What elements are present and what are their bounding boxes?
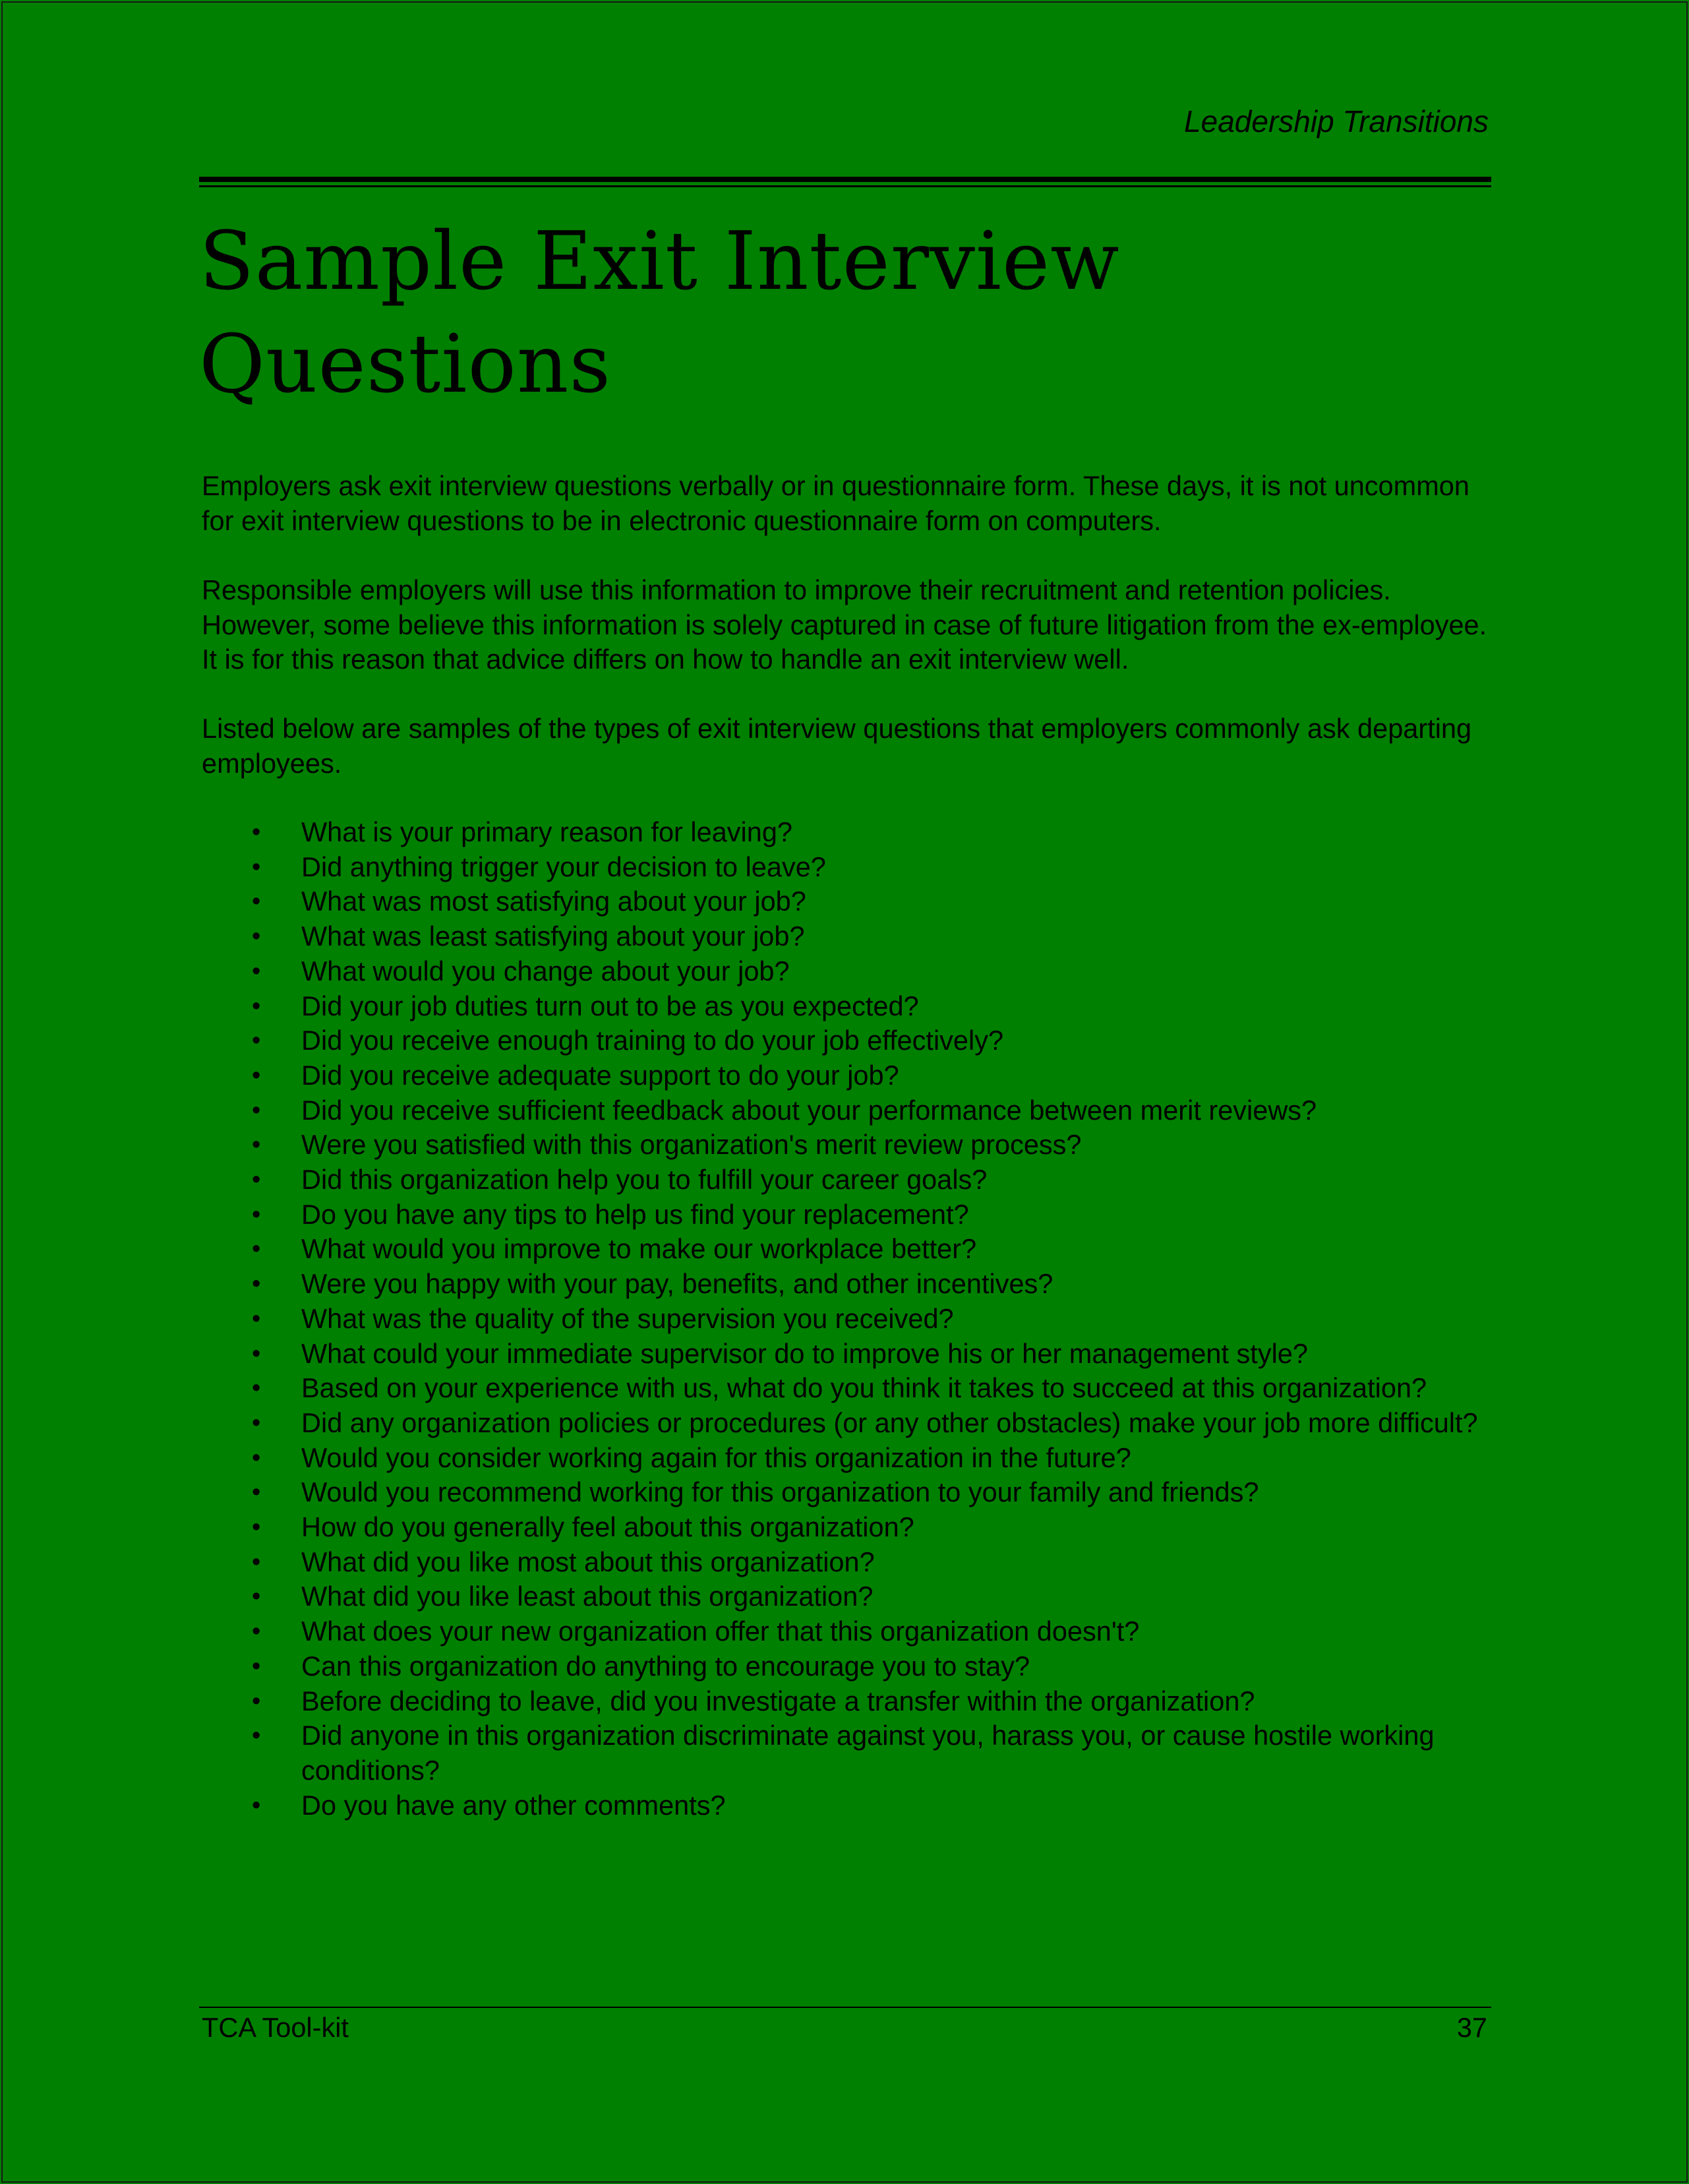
header-rule-thin: [199, 185, 1491, 187]
bullet-icon: •: [252, 888, 261, 916]
question-text: Did you receive adequate support to do your job?: [301, 1059, 899, 1091]
bullet-icon: •: [252, 1200, 261, 1228]
question-text: Do you have any other comments?: [301, 1789, 726, 1821]
question-item: [202, 1718, 1494, 1788]
question-list: [202, 815, 1494, 1823]
bullet-icon: •: [252, 1443, 261, 1472]
question-item: [202, 1441, 1494, 1476]
question-item: [202, 1163, 1494, 1198]
question-text: What was least satisfying about your job?: [301, 921, 805, 952]
page-number: 37: [1456, 2012, 1487, 2043]
question-text: What could your immediate supervisor do to improve his or her management style?: [301, 1337, 1308, 1369]
bullet-icon: •: [252, 1722, 261, 1750]
question-text: Would you consider working again for this organization in the future?: [301, 1441, 1131, 1473]
bullet-icon: •: [252, 1339, 261, 1368]
bullet-icon: •: [252, 853, 261, 881]
question-item: [202, 1058, 1494, 1093]
question-item: [202, 1475, 1494, 1510]
question-text: Did anything trigger your decision to leave?: [301, 851, 826, 882]
bullet-icon: •: [252, 1652, 261, 1680]
question-item: [202, 1579, 1494, 1614]
page-title-line-1: Sample Exit Interview: [199, 214, 1120, 308]
question-text: Did this organization help you to fulfill your career goals?: [301, 1164, 988, 1196]
question-text: What is your primary reason for leaving?: [301, 816, 792, 847]
question-item: [202, 1614, 1494, 1649]
bullet-icon: •: [252, 1304, 261, 1333]
question-item: [202, 1406, 1494, 1441]
question-item: [202, 1510, 1494, 1545]
question-text: What would you change about your job?: [301, 955, 790, 986]
bullet-icon: •: [252, 1027, 261, 1055]
page-title: [199, 210, 1491, 415]
intro-paragraph: Employers ask exit interview questions verbally or in questionnaire form. These days, it is not uncommon for exit interview questions to be in electronic questionnaire form on computers.: [202, 470, 1469, 536]
bullet-icon: •: [252, 1478, 261, 1507]
footer-rule: [199, 2007, 1491, 2008]
question-text: Can this organization do anything to encourage you to stay?: [301, 1650, 1030, 1682]
bullet-icon: •: [252, 1583, 261, 1611]
bullet-icon: •: [252, 1409, 261, 1437]
question-text: What did you like least about this organization?: [301, 1581, 874, 1612]
bullet-icon: •: [252, 1513, 261, 1542]
bullet-icon: •: [252, 1096, 261, 1124]
question-text: Before deciding to leave, did you investigate a transfer within the organization?: [301, 1685, 1255, 1716]
question-item: [202, 815, 1494, 850]
question-item: [202, 1093, 1494, 1128]
bullet-icon: •: [252, 1618, 261, 1646]
bullet-icon: •: [252, 1235, 261, 1263]
bullet-icon: •: [252, 957, 261, 985]
question-item: [202, 989, 1494, 1024]
question-item: [202, 1302, 1494, 1337]
page-title-line-2: Questions: [199, 317, 612, 411]
bullet-icon: •: [252, 1548, 261, 1576]
question-text: What does your new organization offer that this organization doesn't?: [301, 1616, 1140, 1647]
bullet-icon: •: [252, 1791, 261, 1819]
question-text: Did you receive enough training to do your job effectively?: [301, 1025, 1004, 1056]
header-rule-thick: [199, 177, 1491, 182]
question-text: Were you satisfied with this organization's merit review process?: [301, 1129, 1082, 1161]
question-item: [202, 1128, 1494, 1163]
question-text: How do you generally feel about this organization?: [301, 1511, 914, 1543]
question-item: [202, 1649, 1494, 1684]
question-text: Did any organization policies or procedures (or any other obstacles) make your job more difficult?: [301, 1407, 1478, 1438]
bullet-icon: •: [252, 1374, 261, 1403]
bullet-icon: •: [252, 1687, 261, 1715]
question-text: Did your job duties turn out to be as you expected?: [301, 990, 919, 1021]
question-item: [202, 1684, 1494, 1719]
bullet-icon: •: [252, 1270, 261, 1298]
question-text: Based on your experience with us, what do you think it takes to succeed at this organization?: [301, 1372, 1427, 1404]
bullet-icon: •: [252, 818, 261, 846]
question-item: [202, 1788, 1494, 1823]
question-text: Were you happy with your pay, benefits, and other incentives?: [301, 1268, 1053, 1300]
question-text: Do you have any tips to help us find your replacement?: [301, 1198, 969, 1230]
list-intro-paragraph: Listed below are samples of the types of exit interview questions that employers commonly ask departing employees.: [202, 713, 1472, 779]
question-item: [202, 1371, 1494, 1406]
question-item: [202, 1337, 1494, 1372]
question-text: Did anyone in this organization discriminate against you, harass you, or cause hostile working conditions?: [301, 1720, 1435, 1786]
bullet-icon: •: [252, 1166, 261, 1194]
footer-doc-title: TCA Tool-kit: [202, 2012, 349, 2043]
question-item: [202, 850, 1494, 885]
question-text: Did you receive sufficient feedback about your performance between merit reviews?: [301, 1094, 1317, 1126]
bullet-icon: •: [252, 1131, 261, 1159]
question-item: [202, 884, 1494, 919]
question-text: What was the quality of the supervision you received?: [301, 1302, 954, 1334]
question-text: What would you improve to make our workplace better?: [301, 1233, 977, 1265]
bullet-icon: •: [252, 923, 261, 951]
bullet-icon: •: [252, 992, 261, 1020]
purpose-paragraph: Responsible employers will use this information to improve their recruitment and retention policies. However, some believe this information is solely captured in case of future litigation from the ex-employee. It is for this reason that advice differs on how to handle an exit interview well.: [202, 574, 1487, 675]
question-item: [202, 1267, 1494, 1302]
question-item: [202, 1198, 1494, 1232]
question-text: Would you recommend working for this organization to your family and friends?: [301, 1476, 1259, 1508]
question-item: [202, 1232, 1494, 1267]
question-text: What did you like most about this organization?: [301, 1546, 875, 1577]
question-item: [202, 954, 1494, 989]
running-header: Leadership Transitions: [1184, 104, 1489, 138]
question-item: [202, 1545, 1494, 1580]
bullet-icon: •: [252, 1061, 261, 1089]
question-text: What was most satisfying about your job?: [301, 886, 806, 917]
question-item: [202, 1023, 1494, 1058]
question-item: [202, 919, 1494, 954]
